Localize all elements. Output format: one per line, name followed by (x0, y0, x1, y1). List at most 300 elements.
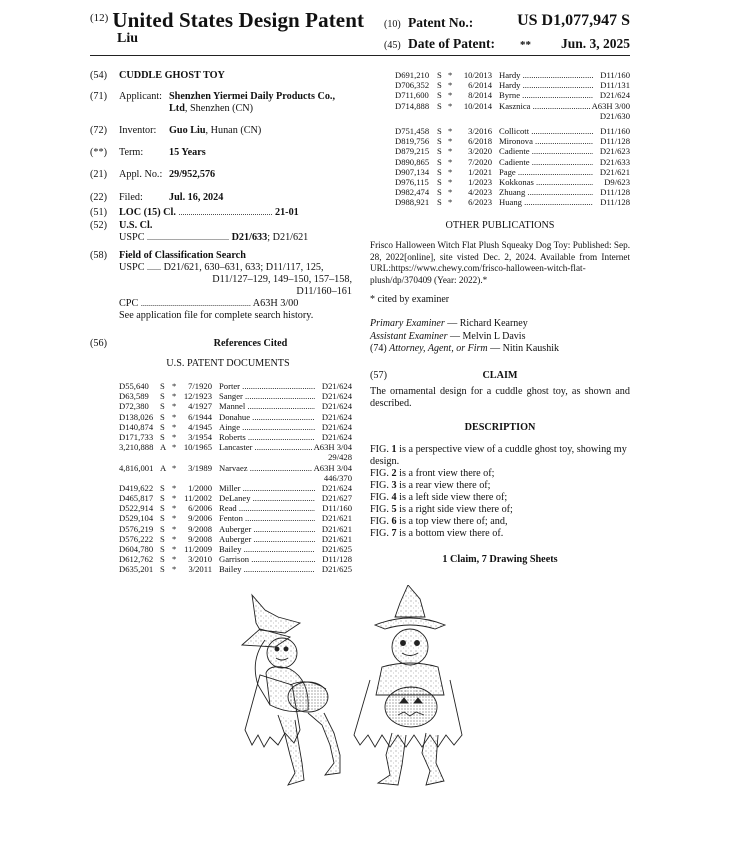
reference-date: 9/2008 (188, 533, 212, 544)
patent-header-right (384, 12, 630, 57)
figure-description (370, 444, 630, 468)
reference-star: * (172, 391, 177, 402)
reference-name: Read ..... (219, 503, 315, 513)
attorney-label: Attorney, Agent, or Firm (389, 343, 488, 355)
appl-label: Appl. No.: (119, 169, 163, 180)
us-patent-documents-heading: U.S. PATENT DOCUMENTS (166, 358, 290, 369)
reference-date: 3/1989 (188, 462, 212, 473)
reference-number: D907,134 (395, 166, 430, 177)
reference-kind: S (437, 70, 442, 80)
reference-star: * (172, 401, 177, 412)
reference-kind: S (160, 431, 165, 442)
field-uspc-line-3: D11/160–161 (296, 286, 352, 297)
loc-value: 21-01 (274, 207, 299, 218)
reference-row (90, 401, 352, 411)
reference-class-continuation: 29/428 (328, 452, 352, 463)
reference-star: * (448, 125, 453, 136)
reference-star: * (172, 554, 177, 565)
figure-text: is a top view there of; and, (399, 515, 508, 527)
reference-row (370, 126, 630, 136)
primary-examiner-name: — Richard Kearney (447, 318, 528, 330)
right-column (370, 70, 630, 566)
reference-row (90, 463, 352, 473)
figure-description (370, 468, 630, 480)
reference-star: * (448, 187, 453, 198)
inventor-location: , Hunan (CN) (205, 125, 262, 136)
reference-kind: S (160, 503, 165, 514)
reference-number: D988,921 (395, 197, 430, 208)
reference-star: * (172, 523, 177, 534)
reference-date: 10/2013 (463, 70, 492, 80)
reference-number: 3,210,888 (119, 442, 154, 453)
reference-star: * (448, 80, 453, 91)
reference-row (90, 534, 352, 544)
figure-number: 7 (391, 527, 397, 539)
reference-class: D21/621 (321, 513, 352, 524)
search-history-note: See application file for complete search history. (119, 310, 314, 321)
reference-star: * (448, 90, 453, 101)
reference-name: Donahue ..... (219, 412, 315, 422)
claim-heading: CLAIM (482, 369, 518, 381)
inventor-surname: Liu (117, 31, 139, 46)
reference-star: * (448, 166, 453, 177)
figure-description (370, 516, 630, 528)
figure-text: is a front view there of; (399, 467, 495, 479)
attorney (370, 343, 630, 356)
figure-description (370, 492, 630, 504)
reference-row (90, 381, 352, 391)
reference-class: D21/624 (321, 482, 352, 493)
document-type-title: United States Design Patent (112, 8, 365, 32)
inventor-name: Guo Liu (169, 125, 206, 136)
reference-kind: S (437, 176, 442, 187)
reference-name: Cadiente ..... (499, 157, 593, 167)
reference-kind: S (437, 136, 442, 147)
reference-number: D529,104 (119, 513, 154, 524)
reference-date: 3/2020 (468, 146, 492, 157)
other-publication: Frisco Halloween Witch Flat Plush Squeaky Dog Toy: Published: Sep. 28, 2022[online], site visted Dec. 2, 2024. Available from Internet URL:https://www.chewy.com/frisco-halloween-witch-flat-plush/dp/370409 (Year: 2022).* (370, 240, 630, 285)
reference-kind: S (437, 146, 442, 157)
code-54: (54) (90, 70, 107, 81)
figure-number: 5 (391, 503, 397, 515)
reference-number: D55,640 (119, 381, 149, 391)
reference-star: * (448, 100, 453, 111)
reference-date: 11/2002 (184, 493, 212, 504)
code-51: (51) (90, 207, 107, 218)
reference-number: D522,914 (119, 503, 154, 514)
reference-row (370, 177, 630, 187)
reference-kind: S (160, 554, 165, 565)
code-57: (57) (370, 369, 387, 381)
figure-text: is a right side view there of; (399, 503, 513, 515)
field-uspc-line-2: D11/127–129, 149–150, 157–158, (212, 274, 352, 285)
code-12: (12) (90, 12, 109, 24)
reference-kind: S (437, 197, 442, 208)
reference-number: D171,733 (119, 431, 154, 442)
figure-text: is a perspective view of a cuddle ghost toy, showing my design. (370, 443, 627, 467)
figure-label: FIG. (370, 503, 389, 515)
reference-class: A63H 3/04 (313, 442, 352, 453)
reference-star: * (172, 564, 177, 575)
code-22: (22) (90, 192, 107, 203)
reference-date: 10/2014 (463, 100, 492, 111)
reference-date: 12/1923 (183, 391, 212, 402)
reference-number: D419,622 (119, 482, 154, 493)
reference-date: 1/2021 (468, 166, 492, 177)
figure-label: FIG. (370, 527, 389, 539)
primary-examiner-label: Primary Examiner (370, 318, 445, 330)
figure-text: is a left side view there of; (399, 491, 508, 503)
figure-label: FIG. (370, 491, 389, 503)
claim-text: The ornamental design for a cuddle ghost toy, as shown and described. (370, 385, 630, 409)
reference-star: * (448, 146, 453, 157)
reference-number: D976,115 (395, 176, 429, 187)
reference-number: D706,352 (395, 80, 430, 91)
uspc-label: USPC (119, 232, 145, 243)
date-of-patent-label: Date of Patent: (408, 36, 496, 51)
reference-row (370, 70, 630, 80)
reference-row (370, 90, 630, 100)
reference-date: 4/1945 (188, 421, 212, 432)
reference-kind: A (160, 462, 167, 473)
loc-class-field (90, 207, 352, 219)
reference-number: D890,865 (395, 156, 430, 167)
reference-name: Bailey ..... (219, 544, 315, 554)
reference-class: D21/625 (321, 544, 352, 554)
applicant-name: Shenzhen Yiermei Daily Products Co., Ltd (169, 91, 336, 114)
patent-number-row (384, 12, 630, 36)
reference-name: Roberts ..... (219, 432, 315, 442)
reference-star: * (448, 176, 453, 187)
figure-description (370, 528, 630, 540)
reference-row (90, 422, 352, 432)
reference-row (90, 524, 352, 534)
reference-class: D11/128 (600, 197, 630, 208)
application-number-field (90, 169, 352, 181)
patent-number-label: Patent No.: (408, 15, 474, 30)
reference-number: D465,817 (119, 493, 154, 504)
date-of-patent-row (384, 36, 630, 57)
attorney-name: — Nitin Kaushik (490, 343, 559, 355)
code-21: (21) (90, 169, 107, 180)
design-title: CUDDLE GHOST TOY (119, 70, 225, 81)
reference-number: 4,816,001 (119, 462, 154, 473)
reference-name: Ainge ..... (219, 422, 315, 432)
reference-date: 4/2023 (468, 187, 492, 198)
reference-class: D11/160 (600, 125, 630, 136)
reference-star: * (172, 482, 177, 493)
reference-name: Zhuang ..... (499, 187, 593, 197)
reference-number: D612,762 (119, 554, 154, 565)
header-divider (90, 55, 630, 56)
figure-label: FIG. (370, 515, 389, 527)
reference-star: * (448, 136, 453, 147)
reference-name: Lancaster ..... (219, 442, 315, 452)
reference-row (90, 564, 352, 574)
reference-row (370, 80, 630, 90)
reference-name: Cadiente ..... (499, 146, 593, 156)
loc-label: LOC (15) Cl. (119, 207, 176, 218)
reference-number: D635,201 (119, 564, 154, 575)
reference-date: 9/2008 (188, 523, 212, 534)
reference-row (370, 136, 630, 146)
front-view-figure (354, 585, 462, 785)
field-cpc-label: CPC (119, 298, 139, 309)
reference-date: 6/2023 (468, 197, 492, 208)
reference-name: Sanger ..... (219, 391, 315, 401)
description-heading: DESCRIPTION (464, 421, 536, 433)
filed-field (90, 192, 352, 204)
field-cpc: A63H 3/00 (252, 298, 299, 309)
claim-heading-row (370, 370, 630, 384)
reference-class: D21/633 (599, 156, 630, 167)
reference-star: * (448, 70, 453, 80)
reference-class: D21/624 (321, 431, 352, 442)
reference-name: Garrison ..... (219, 554, 315, 564)
reference-kind: S (160, 381, 165, 391)
reference-name: Auberger ..... (219, 534, 315, 544)
reference-class: D21/624 (321, 411, 352, 422)
code-45: (45) (384, 40, 401, 51)
reference-name: Auberger ..... (219, 524, 315, 534)
term-field (90, 147, 352, 159)
left-column (90, 70, 352, 575)
inventor-field (90, 125, 352, 137)
figure-number: 1 (391, 443, 397, 455)
reference-class: D21/625 (321, 564, 352, 575)
title-field (90, 70, 352, 82)
reference-row (370, 101, 630, 111)
reference-kind: S (437, 156, 442, 167)
loc-dots: ............................................... (178, 208, 273, 217)
reference-date: 4/1927 (188, 401, 212, 412)
reference-kind: A (160, 442, 167, 453)
field-of-search (90, 250, 352, 322)
reference-class: D21/627 (321, 493, 352, 504)
reference-number: D63,589 (119, 391, 149, 402)
reference-class: D21/624 (321, 391, 352, 402)
figure-label: FIG. (370, 443, 389, 455)
reference-class: A63H 3/00 (591, 100, 630, 111)
reference-kind: S (160, 401, 165, 412)
reference-row (90, 503, 352, 513)
reference-kind: S (160, 564, 165, 575)
reference-class: D21/624 (321, 381, 352, 391)
primary-examiner (370, 318, 630, 331)
reference-number: D72,380 (119, 401, 149, 412)
references-field (90, 338, 352, 350)
reference-star: * (172, 442, 177, 453)
reference-date: 10/1965 (183, 442, 212, 453)
reference-name: Miller ..... (219, 483, 315, 493)
figure-descriptions (370, 444, 630, 540)
reference-date: 11/2009 (184, 544, 212, 554)
reference-number: D819,756 (395, 136, 430, 147)
figure-number: 6 (391, 515, 397, 527)
figure-description (370, 504, 630, 516)
reference-number: D576,222 (119, 533, 154, 544)
examiners-block (370, 318, 630, 356)
reference-class: A63H 3/04 (313, 462, 352, 473)
reference-number: D982,474 (395, 187, 430, 198)
reference-name: Byrne ..... (499, 90, 593, 100)
reference-star: * (172, 513, 177, 524)
reference-kind: S (437, 100, 442, 111)
reference-number: D711,600 (395, 90, 429, 101)
reference-number: D691,210 (395, 70, 430, 80)
code-term: (**) (90, 147, 107, 158)
date-stars: ** (520, 39, 531, 51)
reference-star: * (172, 381, 177, 391)
reference-name: DeLaney ..... (219, 493, 315, 503)
applicant-location: , Shenzhen (CN) (184, 103, 254, 114)
us-class-field (90, 220, 352, 244)
inventor-label: Inventor: (119, 125, 157, 136)
reference-number: D140,874 (119, 421, 154, 432)
figure-text: is a bottom view there of. (399, 527, 504, 539)
reference-star: * (172, 533, 177, 544)
field-uspc-line-1: D21/621, 630–631, 633; D11/117, 125, (163, 262, 324, 273)
term-value: 15 Years (169, 147, 206, 158)
reference-date: 1/2000 (188, 482, 212, 493)
reference-star: * (172, 462, 177, 473)
reference-date: 6/2018 (468, 136, 492, 147)
reference-number: D751,458 (395, 125, 430, 136)
reference-name: Mironova ..... (499, 136, 593, 146)
reference-row (90, 432, 352, 442)
reference-class: D11/128 (600, 187, 630, 198)
references-heading: References Cited (213, 338, 288, 349)
reference-class: D21/621 (321, 523, 352, 534)
assistant-examiner-name: — Melvin L Davis (450, 330, 526, 342)
reference-number: D604,780 (119, 544, 154, 554)
reference-name: Collicott ..... (499, 126, 593, 136)
reference-class: D9/623 (604, 176, 630, 187)
reference-number: D714,888 (395, 100, 430, 111)
uspc-dots: ......................................... (147, 233, 230, 242)
reference-date: 3/2010 (188, 554, 212, 565)
reference-class: D21/624 (321, 401, 352, 412)
reference-date: 8/2014 (468, 90, 492, 101)
perspective-view-figure (242, 595, 340, 785)
reference-kind: S (160, 391, 165, 402)
reference-class-continuation: D21/630 (599, 110, 630, 121)
reference-kind: S (160, 523, 165, 534)
figure-label: FIG. (370, 479, 389, 491)
reference-date: 6/2006 (188, 503, 212, 514)
reference-kind: S (160, 513, 165, 524)
figure-number: 4 (391, 491, 397, 503)
code-56: (56) (90, 338, 107, 349)
reference-row (90, 544, 352, 554)
reference-star: * (172, 503, 177, 514)
reference-class: D21/624 (599, 90, 630, 101)
code-10: (10) (384, 19, 401, 30)
reference-row (370, 157, 630, 167)
reference-date: 1/2023 (468, 176, 492, 187)
reference-name: Hardy ..... (499, 80, 593, 90)
uspc-rest: ; D21/621 (267, 232, 309, 243)
reference-name: Hardy ..... (499, 70, 593, 80)
applicant-field (90, 91, 352, 115)
reference-date: 6/2014 (468, 80, 492, 91)
reference-kind: S (437, 166, 442, 177)
cited-by-examiner: * cited by examiner (370, 294, 450, 306)
reference-class: D11/128 (322, 554, 352, 565)
assistant-examiner (370, 331, 630, 344)
other-publications-heading: OTHER PUBLICATIONS (445, 220, 555, 232)
reference-row (370, 197, 630, 207)
reference-star: * (448, 197, 453, 208)
claims-and-sheets: 1 Claim, 7 Drawing Sheets (442, 553, 558, 565)
reference-row (90, 483, 352, 493)
assistant-examiner-label: Assistant Examiner (370, 330, 448, 342)
reference-date: 7/1920 (188, 381, 212, 391)
figure-text: is a rear view there of; (399, 479, 491, 491)
reference-number: D576,219 (119, 523, 154, 534)
reference-date: 3/1954 (188, 431, 212, 442)
reference-row (370, 187, 630, 197)
reference-name: Huang ..... (499, 197, 593, 207)
reference-row (90, 391, 352, 401)
reference-kind: S (437, 187, 442, 198)
reference-class: D21/623 (599, 146, 630, 157)
term-label: Term: (119, 147, 144, 158)
reference-name: Kokkonas ..... (499, 177, 593, 187)
reference-star: * (172, 431, 177, 442)
reference-date: 3/2011 (188, 564, 212, 575)
reference-class: D21/621 (599, 166, 630, 177)
reference-class: D11/160 (600, 70, 630, 80)
code-52: (52) (90, 220, 107, 231)
reference-kind: S (160, 533, 165, 544)
filed-date: Jul. 16, 2024 (169, 192, 224, 203)
reference-date: 3/2016 (468, 125, 492, 136)
code-71: (71) (90, 91, 107, 102)
reference-row (90, 554, 352, 564)
reference-name: Kasznica ..... (499, 101, 593, 111)
reference-date: 7/2020 (468, 156, 492, 167)
reference-name: Bailey ..... (219, 564, 315, 574)
field-uspc-label: USPC (119, 262, 145, 273)
reference-row (90, 513, 352, 523)
reference-row (370, 146, 630, 156)
reference-kind: S (160, 421, 165, 432)
reference-class: D21/624 (321, 421, 352, 432)
reference-name: Mannel ..... (219, 401, 315, 411)
reference-star: * (448, 156, 453, 167)
appl-number: 29/952,576 (169, 169, 216, 180)
reference-date: 9/2006 (188, 513, 212, 524)
code-58: (58) (90, 250, 107, 261)
reference-kind: S (160, 482, 165, 493)
reference-row (90, 493, 352, 503)
applicant-label: Applicant: (119, 91, 163, 102)
reference-class: D11/131 (600, 80, 630, 91)
field-of-search-label: Field of Classification Search (119, 250, 246, 261)
reference-kind: S (160, 493, 165, 504)
reference-class-continuation: 446/370 (323, 472, 352, 483)
reference-class: D11/160 (322, 503, 352, 514)
figure-description (370, 480, 630, 492)
references-list-left (90, 381, 352, 575)
figure-number: 2 (391, 467, 397, 479)
figure-number: 3 (391, 479, 397, 491)
reference-star: * (172, 421, 177, 432)
code-74: (74) (370, 343, 387, 355)
reference-name: Narvaez ..... (219, 463, 315, 473)
patent-number: US D1,077,947 S (517, 12, 630, 29)
